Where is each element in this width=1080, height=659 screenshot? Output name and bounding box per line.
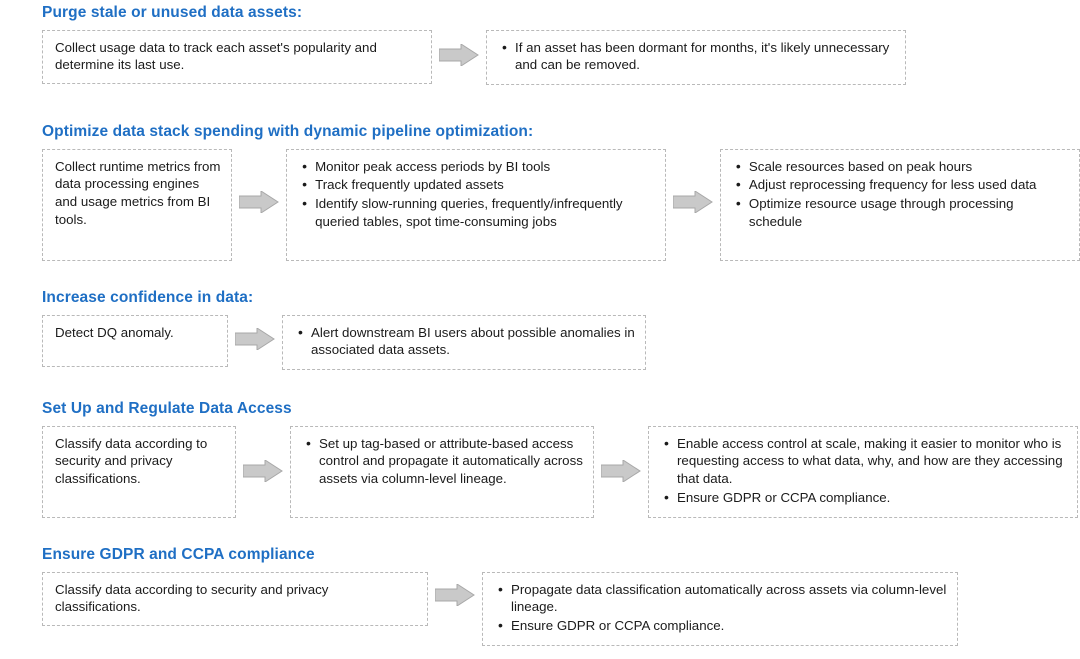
arrow-right-icon bbox=[673, 191, 713, 213]
flow-step-box bbox=[648, 426, 1078, 518]
step-bullet-list bbox=[733, 158, 1069, 231]
flow-step-box bbox=[282, 315, 646, 370]
bullet-item: • Track frequently updated assets bbox=[315, 176, 655, 194]
flow-row bbox=[42, 315, 1080, 370]
arrow-right-icon bbox=[435, 584, 475, 606]
flow-step-box bbox=[482, 572, 958, 646]
step-text: Detect DQ anomaly. bbox=[55, 324, 174, 340]
bullet-item: • Ensure GDPR or CCPA compliance. bbox=[511, 617, 947, 635]
step-text: Collect usage data to track each asset's popularity and determine its last use. bbox=[55, 39, 377, 73]
step-bullet-list bbox=[495, 581, 947, 635]
step-text: Collect runtime metrics from data processing engines and usage metrics from BI tools. bbox=[55, 158, 221, 227]
section-title: Ensure GDPR and CCPA compliance bbox=[42, 546, 315, 563]
step-bullet-list bbox=[661, 435, 1067, 507]
arrow-right-icon bbox=[439, 44, 479, 66]
section-set-up-regulate-data-access bbox=[0, 400, 1080, 518]
arrow-right-icon bbox=[235, 328, 275, 350]
arrow-right-icon bbox=[243, 460, 283, 482]
flow-row bbox=[42, 426, 1080, 518]
section-title: Increase confidence in data: bbox=[42, 289, 254, 306]
bullet-item: • Scale resources based on peak hours bbox=[749, 158, 1069, 176]
arrow-right-icon bbox=[601, 460, 641, 482]
section-title: Set Up and Regulate Data Access bbox=[42, 400, 292, 417]
step-bullet-list bbox=[303, 435, 583, 488]
bullet-item: • Optimize resource usage through processing schedule bbox=[749, 195, 1069, 230]
bullet-item: • Set up tag-based or attribute-based access control and propagate it automatically across assets via column-level lineage. bbox=[319, 435, 583, 488]
arrow-right-icon bbox=[239, 191, 279, 213]
bullet-item: • Adjust reprocessing frequency for less used data bbox=[749, 176, 1069, 194]
flow-step-box bbox=[486, 30, 906, 85]
step-text: Classify data according to security and privacy classifications. bbox=[55, 581, 329, 615]
step-text: Classify data according to security and privacy classifications. bbox=[55, 435, 208, 486]
flow-step-box bbox=[286, 149, 666, 261]
bullet-item: • Alert downstream BI users about possible anomalies in associated data assets. bbox=[311, 324, 635, 359]
flow-step-box bbox=[42, 149, 232, 261]
bullet-item: • Ensure GDPR or CCPA compliance. bbox=[677, 489, 1067, 507]
section-purge-stale-assets bbox=[0, 4, 1080, 85]
step-bullet-list bbox=[499, 39, 895, 74]
bullet-item: • Identify slow-running queries, frequently/infrequently queried tables, spot time-consuming jobs bbox=[315, 195, 655, 230]
flow-row bbox=[42, 149, 1080, 261]
flow-step-box bbox=[42, 30, 432, 84]
flow-step-box bbox=[42, 572, 428, 626]
bullet-item: • If an asset has been dormant for months, it's likely unnecessary and can be removed. bbox=[515, 39, 895, 74]
section-title: Purge stale or unused data assets: bbox=[42, 4, 303, 21]
section-increase-confidence-in-data bbox=[0, 289, 1080, 370]
flow-row bbox=[42, 572, 1080, 646]
flow-step-box bbox=[720, 149, 1080, 261]
step-bullet-list bbox=[295, 324, 635, 359]
flow-row bbox=[42, 30, 1080, 85]
bullet-item: • Monitor peak access periods by BI tools bbox=[315, 158, 655, 176]
flow-step-box bbox=[290, 426, 594, 518]
step-bullet-list bbox=[299, 158, 655, 231]
bullet-item: • Enable access control at scale, making it easier to monitor who is requesting access to what data, why, and how are they accessing that data. bbox=[677, 435, 1067, 488]
section-optimize-data-stack-spending bbox=[0, 123, 1080, 261]
section-title: Optimize data stack spending with dynamic pipeline optimization: bbox=[42, 123, 534, 140]
flow-step-box bbox=[42, 426, 236, 518]
flow-step-box bbox=[42, 315, 228, 367]
section-ensure-gdpr-ccpa-compliance bbox=[0, 546, 1080, 646]
bullet-item: • Propagate data classification automatically across assets via column-level lineage. bbox=[511, 581, 947, 616]
